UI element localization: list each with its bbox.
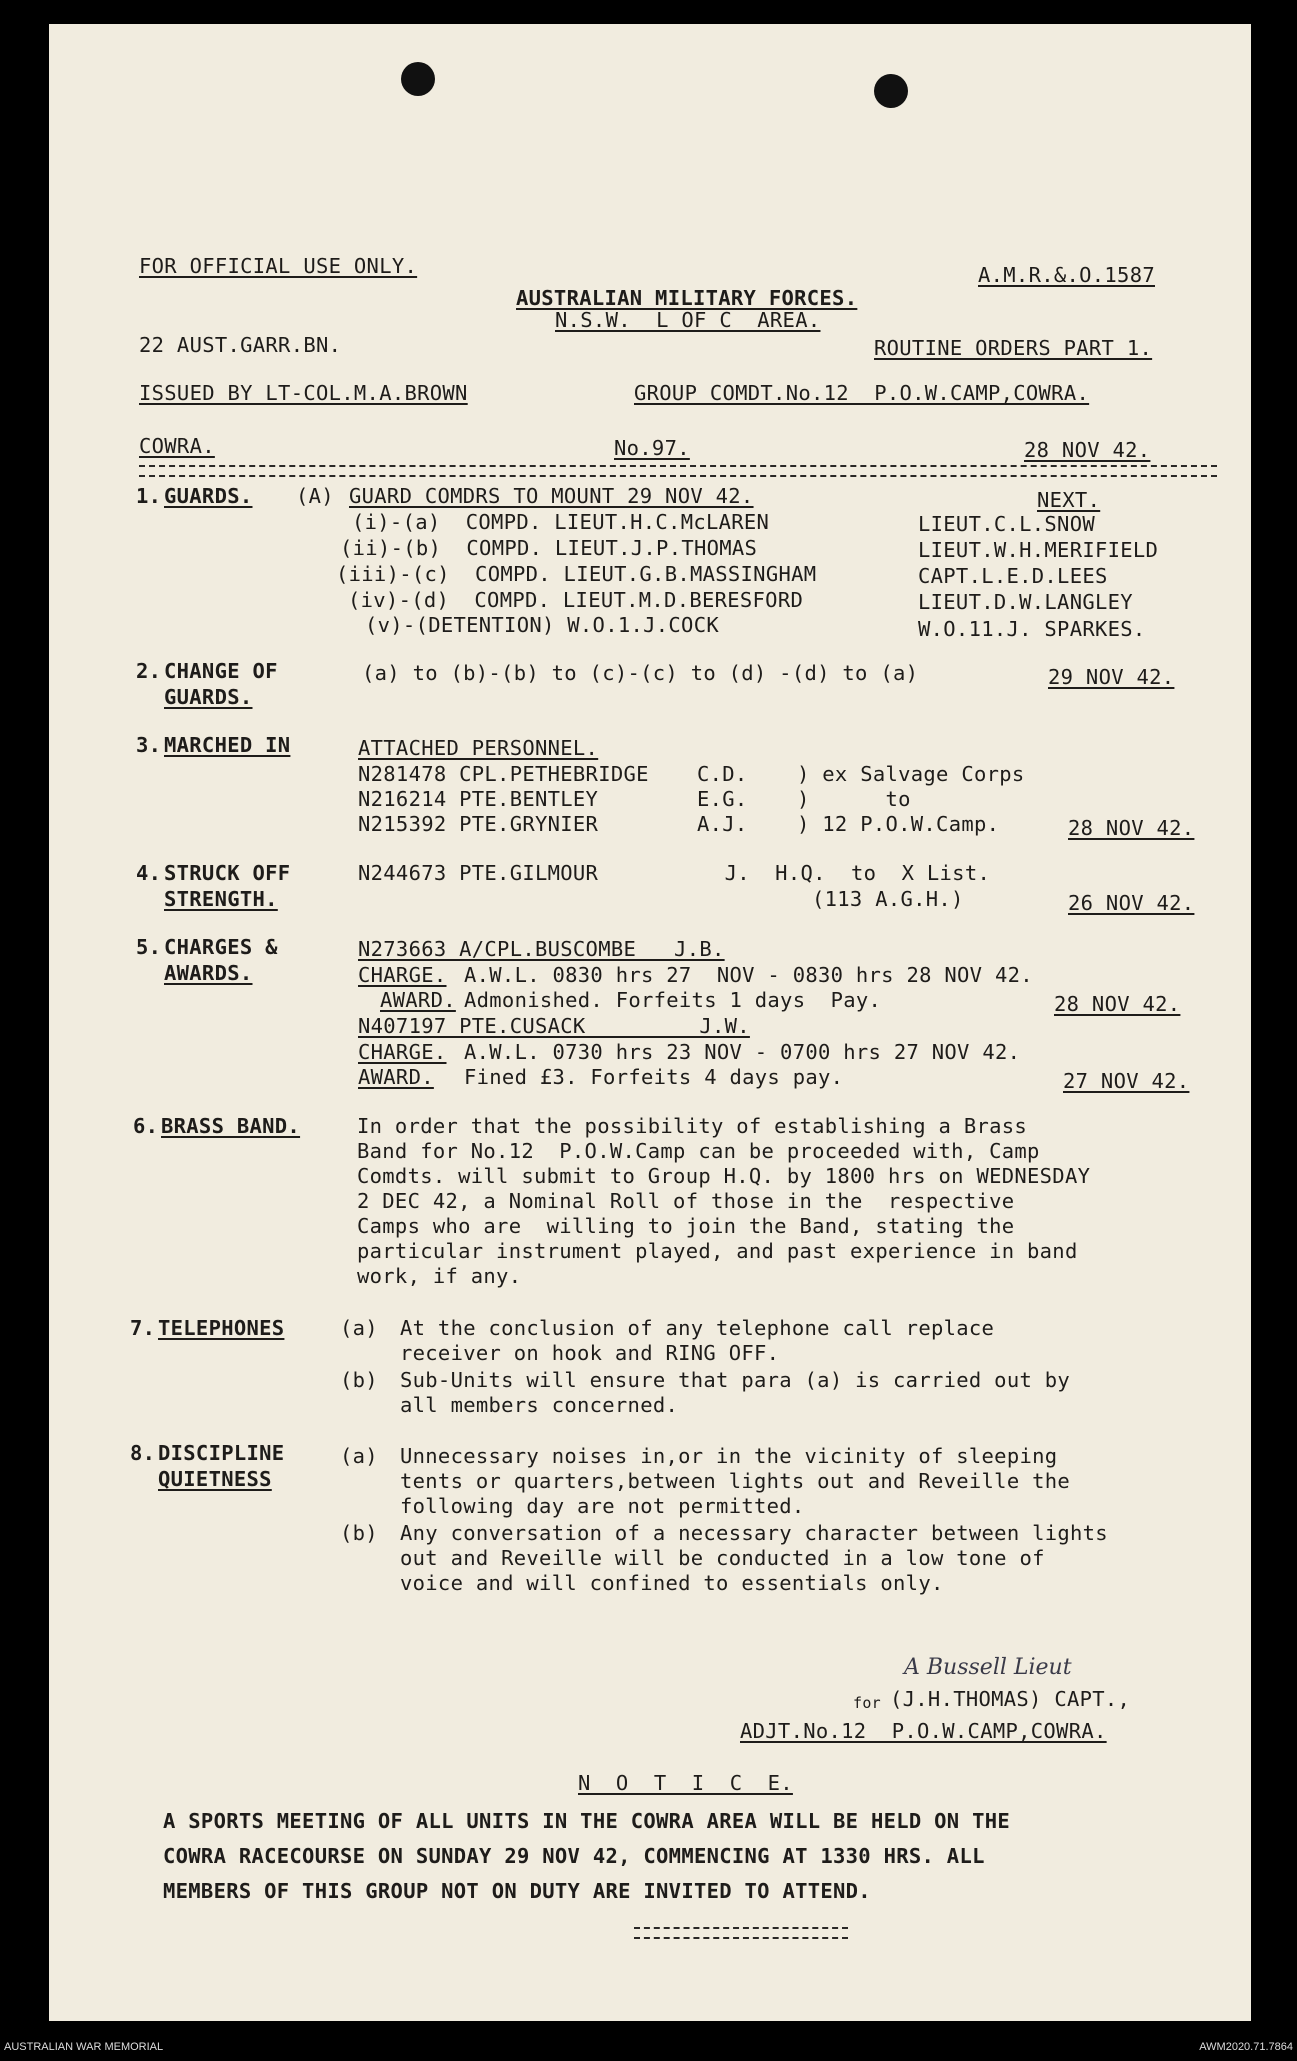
notice-line: MEMBERS OF THIS GROUP NOT ON DUTY ARE INVITED TO ATTEND. <box>163 1879 871 1903</box>
personnel-name: N281478 CPL.PETHEBRIDGE <box>358 762 649 786</box>
award-date: 27 NOV 42. <box>1063 1069 1190 1093</box>
item-label: (b) <box>340 1368 378 1392</box>
guard-row-left: (v)-(DETENTION) W.O.1.J.COCK <box>365 613 719 637</box>
paragraph-line: 2 DEC 42, a Nominal Roll of those in the respective <box>357 1189 1015 1213</box>
official-use-label: FOR OFFICIAL USE ONLY. <box>139 254 418 278</box>
award-label: AWARD. <box>380 988 456 1012</box>
personnel-coy: A.J. <box>697 812 748 836</box>
next-label: NEXT. <box>1037 488 1101 512</box>
charge-name: N273663 A/CPL.BUSCOMBE J.B. <box>358 937 725 961</box>
reference-number: A.M.R.&.O.1587 <box>978 263 1155 287</box>
personnel-coy: E.G. <box>697 787 748 811</box>
group-comdt: GROUP COMDT.No.12 P.O.W.CAMP,COWRA. <box>634 381 1090 405</box>
paragraph-line: Unnecessary noises in,or in the vicinity of sleeping <box>400 1444 1058 1468</box>
section-3-subheading: ATTACHED PERSONNEL. <box>358 736 599 760</box>
paragraph-line: work, if any. <box>357 1264 522 1288</box>
order-number: No.97. <box>614 436 690 460</box>
guard-row-right: LIEUT.C.L.SNOW <box>918 512 1095 536</box>
section-5-heading: CHARGES & <box>164 935 278 959</box>
section-2-heading: CHANGE OF <box>164 659 278 683</box>
personnel-name: N215392 PTE.GRYNIER <box>358 812 599 836</box>
charge-name: N407197 PTE.CUSACK J.W. <box>358 1014 750 1038</box>
award-date: 28 NOV 42. <box>1054 992 1181 1016</box>
section-1-intro-label: (A) <box>296 484 334 508</box>
personnel-name: N216214 PTE.BENTLEY <box>358 787 599 811</box>
footer-accession: AWM2020.71.7864 <box>1199 2041 1293 2053</box>
section-4-heading: STRUCK OFF <box>164 861 291 885</box>
award-text: Fined £3. Forfeits 4 days pay. <box>464 1065 844 1089</box>
section-4-number: 4. <box>136 861 162 885</box>
footer-source: AUSTRALIAN WAR MEMORIAL <box>4 2041 164 2053</box>
section-1-heading: GUARDS. <box>164 484 253 508</box>
paragraph-line: Sub-Units will ensure that para (a) is carried out by <box>400 1368 1071 1392</box>
area-title: N.S.W. L OF C AREA. <box>555 308 821 332</box>
guard-row-left: (iii)-(c) COMPD. LIEUT.G.B.MASSINGHAM <box>336 562 817 586</box>
notice-line: COWRA RACECOURSE ON SUNDAY 29 NOV 42, COMMENCING AT 1330 HRS. ALL <box>163 1844 985 1868</box>
section-2-date: 29 NOV 42. <box>1048 665 1175 689</box>
item-label: (b) <box>340 1521 378 1545</box>
charge-text: A.W.L. 0830 hrs 27 NOV - 0830 hrs 28 NOV 42. <box>464 963 1033 987</box>
signatory-title: ADJT.No.12 P.O.W.CAMP,COWRA. <box>740 1719 1107 1743</box>
paragraph-line: At the conclusion of any telephone call replace <box>400 1316 995 1340</box>
paragraph-line: Band for No.12 P.O.W.Camp can be proceeded with, Camp <box>357 1139 1040 1163</box>
section-1-intro: GUARD COMDRS TO MOUNT 29 NOV 42. <box>349 484 754 508</box>
section-4-heading: STRENGTH. <box>164 887 278 911</box>
notice-line: A SPORTS MEETING OF ALL UNITS IN THE COWRA AREA WILL BE HELD ON THE <box>163 1809 1011 1833</box>
award-label: AWARD. <box>358 1065 434 1089</box>
personnel-note: ) to <box>797 787 911 811</box>
award-text: Admonished. Forfeits 1 days Pay. <box>464 988 882 1012</box>
punch-hole <box>401 62 435 96</box>
paragraph-line: particular instrument played, and past experience in band <box>357 1239 1078 1263</box>
signature-for: for <box>853 1694 881 1712</box>
section-7-number: 7. <box>130 1316 156 1340</box>
notice-title: N O T I C E. <box>578 1771 793 1795</box>
charge-text: A.W.L. 0730 hrs 23 NOV - 0700 hrs 27 NOV 42. <box>464 1040 1021 1064</box>
section-8-number: 8. <box>130 1441 156 1465</box>
guard-row-right: W.O.11.J. SPARKES. <box>918 617 1146 641</box>
section-1-number: 1. <box>136 484 162 508</box>
guard-row-right: LIEUT.D.W.LANGLEY <box>918 590 1133 614</box>
guard-row-left: (i)-(a) COMPD. LIEUT.H.C.McLAREN <box>352 510 770 534</box>
double-rule <box>139 465 1217 477</box>
item-label: (a) <box>340 1316 378 1340</box>
punch-hole <box>874 74 908 108</box>
paragraph-line: following day are not permitted. <box>400 1494 805 1518</box>
section-3-date: 28 NOV 42. <box>1068 816 1195 840</box>
section-8-heading: DISCIPLINE <box>158 1441 285 1465</box>
guard-row-left: (iv)-(d) COMPD. LIEUT.M.D.BERESFORD <box>348 588 804 612</box>
section-4-line: N244673 PTE.GILMOUR J. H.Q. to X List. <box>358 861 991 885</box>
section-3-number: 3. <box>136 733 162 757</box>
guard-row-right: CAPT.L.E.D.LEES <box>918 564 1108 588</box>
paragraph-line: voice and will confined to essentials only. <box>400 1571 944 1595</box>
paragraph-line: tents or quarters,between lights out and Reveille the <box>400 1469 1071 1493</box>
paragraph-line: receiver on hook and RING OFF. <box>400 1341 780 1365</box>
charge-label: CHARGE. <box>358 1040 447 1064</box>
paragraph-line: Any conversation of a necessary character between lights <box>400 1521 1108 1545</box>
personnel-note: ) ex Salvage Corps <box>797 762 1025 786</box>
section-8-heading: QUIETNESS <box>158 1467 272 1491</box>
section-2-text: (a) to (b)-(b) to (c)-(c) to (d) -(d) to (a) <box>362 661 919 685</box>
paragraph-line: In order that the possibility of establishing a Brass <box>357 1114 1028 1138</box>
paragraph-line: Camps who are willing to join the Band, stating the <box>357 1214 1015 1238</box>
forces-title: AUSTRALIAN MILITARY FORCES. <box>516 286 858 310</box>
guard-row-left: (ii)-(b) COMPD. LIEUT.J.P.THOMAS <box>340 536 758 560</box>
section-5-heading: AWARDS. <box>164 961 253 985</box>
section-4-date: 26 NOV 42. <box>1068 891 1195 915</box>
personnel-note: ) 12 P.O.W.Camp. <box>797 812 1000 836</box>
paragraph-line: Comdts. will submit to Group H.Q. by 1800 hrs on WEDNESDAY <box>357 1164 1091 1188</box>
orders-title: ROUTINE ORDERS PART 1. <box>874 336 1153 360</box>
section-4-line: (113 A.G.H.) <box>812 887 964 911</box>
paragraph-line: out and Reveille will be conducted in a low tone of <box>400 1546 1045 1570</box>
section-6-heading: BRASS BAND. <box>161 1114 301 1138</box>
guard-row-right: LIEUT.W.H.MERIFIELD <box>918 538 1159 562</box>
charge-label: CHARGE. <box>358 963 447 987</box>
section-6-number: 6. <box>133 1114 159 1138</box>
order-date: 28 NOV 42. <box>1024 438 1151 462</box>
section-5-number: 5. <box>136 935 162 959</box>
signatory-name: (J.H.THOMAS) CAPT., <box>890 1687 1131 1711</box>
double-rule <box>634 1927 848 1939</box>
issued-by: ISSUED BY LT-COL.M.A.BROWN <box>139 381 468 405</box>
paragraph-line: all members concerned. <box>400 1393 679 1417</box>
section-2-number: 2. <box>136 659 162 683</box>
personnel-coy: C.D. <box>697 762 748 786</box>
handwritten-signature: A Bussell Lieut <box>904 1655 1072 1680</box>
section-7-heading: TELEPHONES <box>158 1316 285 1340</box>
unit-name: 22 AUST.GARR.BN. <box>139 333 342 357</box>
section-3-heading: MARCHED IN <box>164 733 291 757</box>
item-label: (a) <box>340 1444 378 1468</box>
section-2-heading: GUARDS. <box>164 685 253 709</box>
place: COWRA. <box>139 434 215 458</box>
